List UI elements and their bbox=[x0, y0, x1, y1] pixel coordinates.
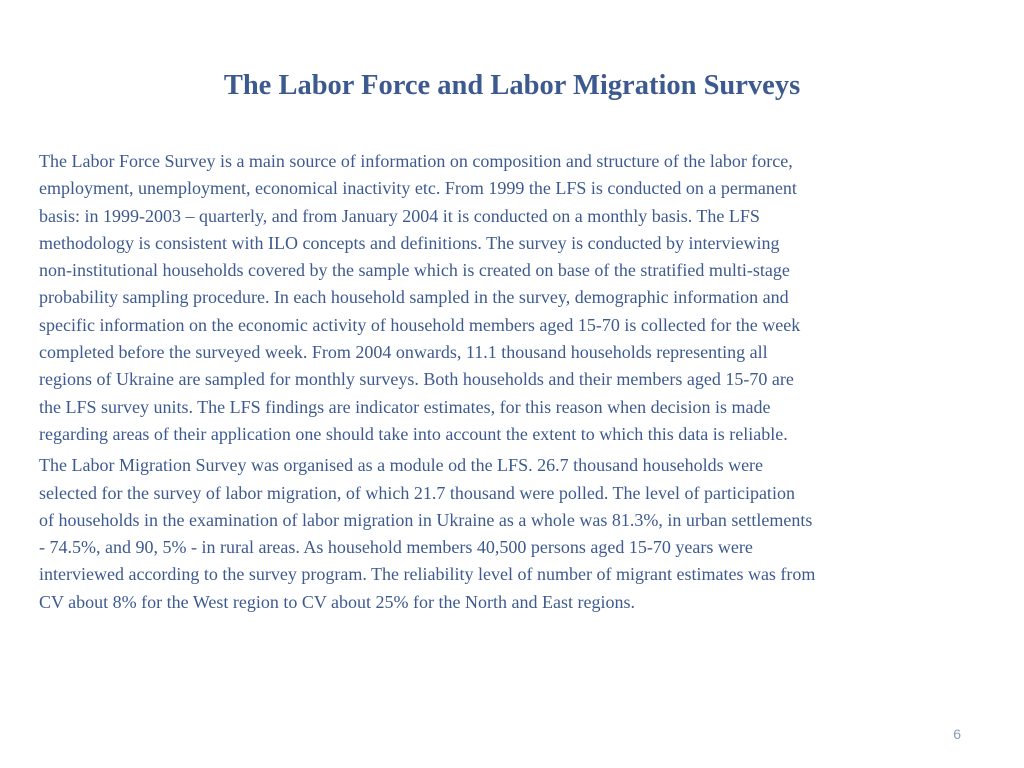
slide-body bbox=[39, 148, 991, 616]
text-line: regarding areas of their application one should take into account the extent to which this data is reliable. bbox=[39, 423, 788, 444]
text-line: the LFS survey units. The LFS findings are indicator estimates, for this reason when decision is made bbox=[39, 396, 771, 417]
text-line: The Labor Force Survey is a main source of information on composition and structure of the labor force, bbox=[39, 151, 793, 171]
text-line: selected for the survey of labor migration, of which 21.7 thousand were polled. The level of participation bbox=[39, 482, 795, 503]
text-line: of households in the examination of labor migration in Ukraine as a whole was 81.3%, in urban settlements bbox=[39, 509, 813, 530]
text-line: non-institutional households covered by the sample which is created on base of the stratified multi-stage bbox=[39, 260, 790, 281]
paragraph-labor-migration-survey bbox=[39, 452, 991, 616]
text-line: probability sampling procedure. In each household sampled in the survey, demographic information and bbox=[39, 287, 789, 308]
text-line: regions of Ukraine are sampled for monthly surveys. Both households and their members aged 15-70 are bbox=[39, 369, 794, 390]
text-line: basis: in 1999-2003 – quarterly, and from January 2004 it is conducted on a monthly basis. The LFS bbox=[39, 205, 760, 226]
page-number: 6 bbox=[953, 726, 961, 742]
text-line: completed before the surveyed week. From 2004 onwards, 11.1 thousand households representing all bbox=[39, 342, 768, 363]
text-line: employment, unemployment, economical inactivity etc. From 1999 the LFS is conducted on a permanent bbox=[39, 178, 797, 199]
paragraph-labor-force-survey bbox=[39, 148, 991, 448]
text-line: - 74.5%, and 90, 5% - in rural areas. As household members 40,500 persons aged 15-70 years were bbox=[39, 537, 753, 558]
text-line: interviewed according to the survey program. The reliability level of number of migrant estimates was from bbox=[39, 564, 816, 585]
text-line: methodology is consistent with ILO concepts and definitions. The survey is conducted by interviewing bbox=[39, 232, 780, 253]
text-line: The Labor Migration Survey was organised as a module od the LFS. 26.7 thousand households were bbox=[39, 455, 764, 476]
text-line: CV about 8% for the West region to CV about 25% for the North and East regions. bbox=[39, 591, 635, 612]
text-line: specific information on the economic activity of household members aged 15-70 is collected for the week bbox=[39, 314, 801, 335]
slide-title: The Labor Force and Labor Migration Surveys bbox=[223, 70, 801, 101]
